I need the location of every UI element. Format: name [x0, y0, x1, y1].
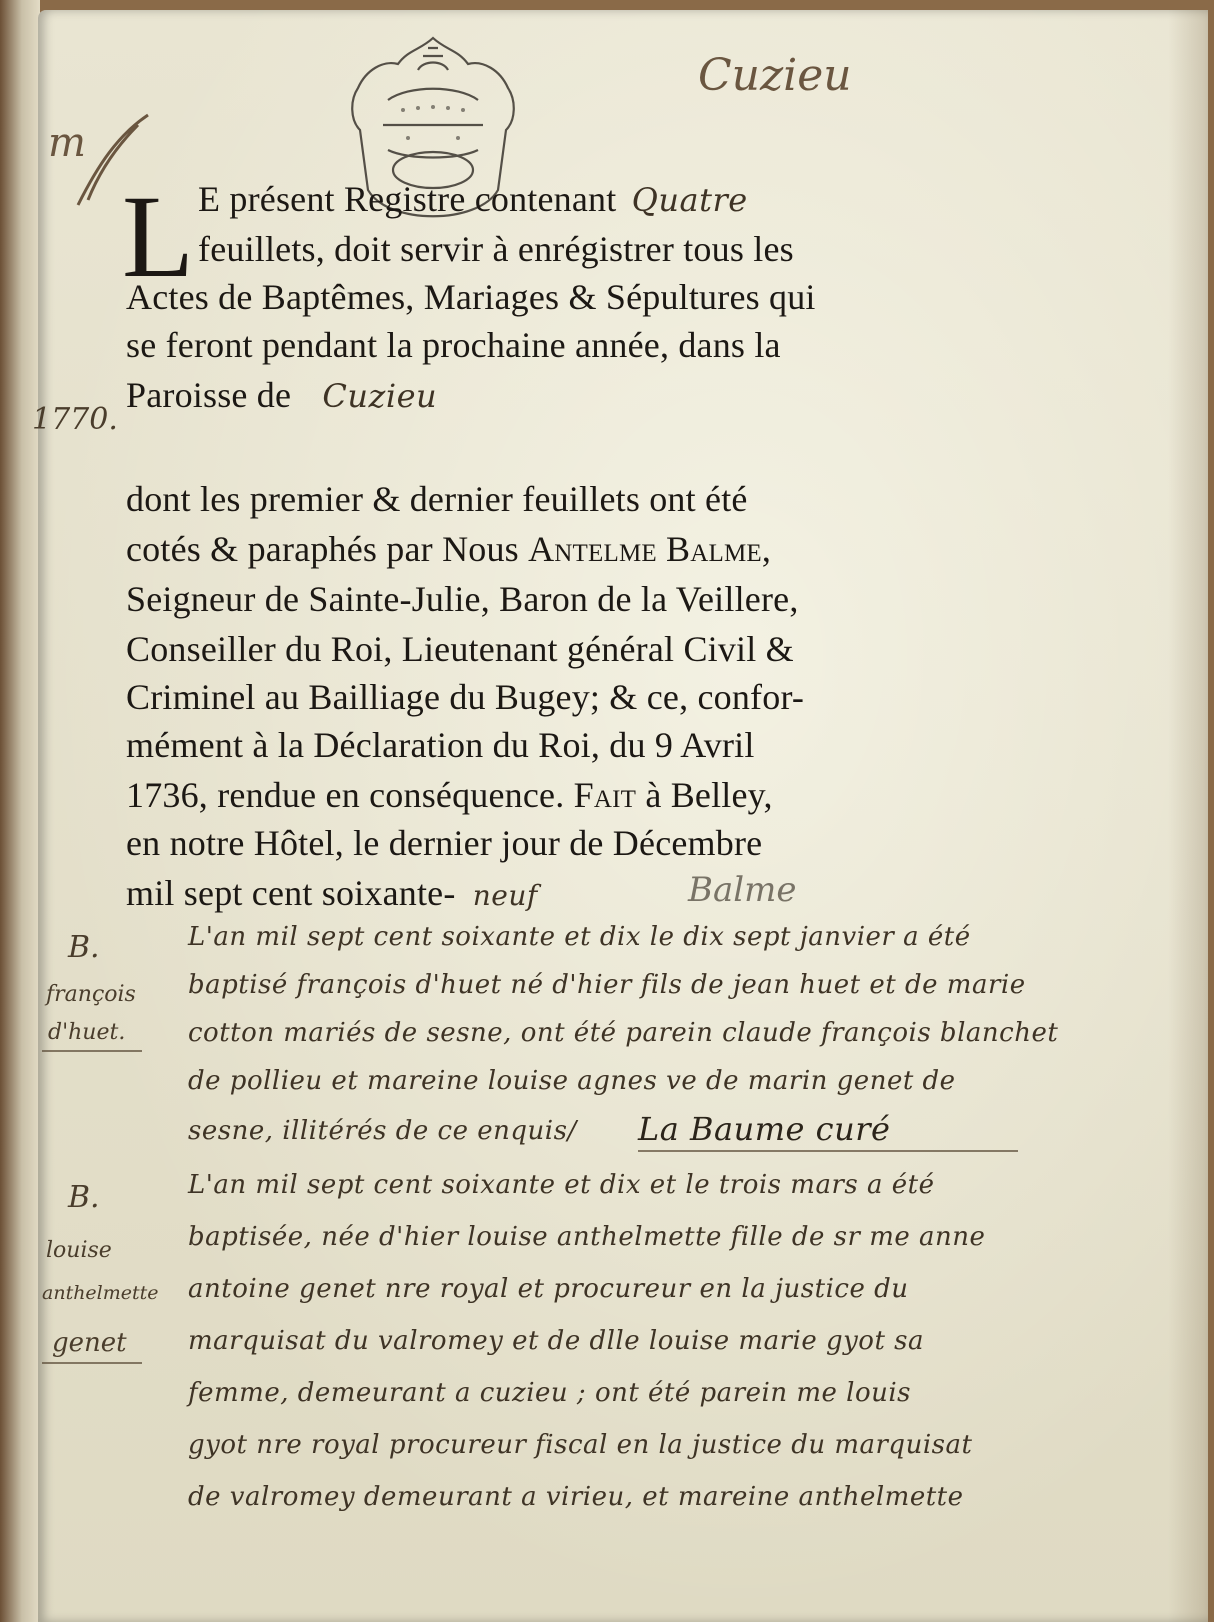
entry2-margin-name2: anthelmette: [42, 1282, 159, 1304]
printed-line-8: Seigneur de Sainte-Julie, Baron de la Veillere,: [126, 579, 799, 619]
entry2-line-4: marquisat du valromey et de dlle louise marie gyot sa: [188, 1326, 925, 1356]
year-margin-note: 1770.: [32, 402, 118, 437]
handwritten-leaf-count: Quatre: [631, 181, 748, 219]
entry2-line-7: de valromey demeurant a virieu, et mareine anthelmette: [188, 1482, 964, 1512]
printed-text: 1736, rendue en conséquence.: [126, 775, 565, 815]
printed-line-12: [126, 774, 773, 816]
official-signature: Balme: [688, 870, 797, 910]
page-edge-shadow: [1168, 10, 1208, 1622]
entry1-line-1: L'an mil sept cent soixante et dix le dix sept janvier a été: [188, 922, 971, 952]
printed-line-4: se feront pendant la prochaine année, dans la: [126, 325, 781, 365]
entry1-signature-rule: [638, 1150, 1018, 1152]
entry1-line-3: cotton mariés de sesne, ont été parein claude françois blanchet: [188, 1018, 1059, 1048]
entry2-line-5: femme, demeurant a cuzieu ; ont été parein me louis: [188, 1378, 912, 1408]
entry1-margin-name1: françois: [46, 982, 136, 1007]
corner-mark-handwritten: m: [48, 120, 86, 166]
printed-line-1: [198, 178, 748, 220]
entry1-line-5: sesne, illitérés de ce enquis/: [188, 1116, 577, 1146]
entry2-margin-name3: genet: [52, 1328, 127, 1358]
entry1-margin-type: B.: [68, 930, 100, 965]
entry2-line-3: antoine genet nre royal et procureur en la justice du: [188, 1274, 909, 1304]
printed-text: E présent Registre contenant: [198, 179, 617, 219]
printed-line-13: en notre Hôtel, le dernier jour de Décembre: [126, 823, 763, 863]
drop-cap-letter: L: [122, 171, 195, 302]
printed-line-7: [126, 528, 771, 570]
printed-line-11: mément à la Déclaration du Roi, du 9 Avril: [126, 725, 755, 765]
place-title-handwritten: Cuzieu: [698, 50, 852, 101]
printed-line-10: Criminel au Bailliage du Bugey; & ce, confor-: [126, 677, 805, 717]
entry1-line-4: de pollieu et mareine louise agnes ve de marin genet de: [188, 1066, 956, 1096]
printed-text: mil sept cent soixante-: [126, 873, 456, 913]
printed-line-14: [126, 872, 538, 914]
printed-line-9: Conseiller du Roi, Lieutenant général Civil &: [126, 629, 794, 669]
printed-text: cotés & paraphés par Nous: [126, 529, 519, 569]
printed-name-smallcaps: Antelme Balme,: [528, 529, 772, 569]
entry1-line-2: baptisé françois d'huet né d'hier fils de jean huet et de marie: [188, 970, 1026, 1000]
printed-line-6: dont les premier & dernier feuillets ont été: [126, 479, 748, 519]
printed-fait-smallcaps: Fait: [573, 775, 637, 815]
printed-line-5: [126, 374, 438, 416]
handwritten-parish-name: Cuzieu: [322, 377, 438, 415]
printed-line-3: Actes de Baptêmes, Mariages & Sépultures qui: [126, 277, 816, 317]
printed-text: Paroisse de: [126, 375, 292, 415]
entry2-margin-underline: [42, 1362, 142, 1364]
entry1-margin-name2: d'huet.: [48, 1020, 126, 1045]
handwritten-year-word: neuf: [472, 879, 538, 912]
entry1-margin-underline: [42, 1050, 142, 1052]
book-spine: [0, 0, 40, 1622]
entry2-line-6: gyot nre royal procureur fiscal en la justice du marquisat: [188, 1430, 973, 1460]
entry2-line-2: baptisée, née d'hier louise anthelmette fille de sr me anne: [188, 1222, 986, 1252]
printed-text: à Belley,: [645, 775, 773, 815]
entry2-line-1: L'an mil sept cent soixante et dix et le trois mars a été: [188, 1170, 935, 1200]
entry2-margin-name1: louise: [46, 1238, 112, 1263]
printed-line-2: feuillets, doit servir à enrégistrer tous les: [198, 229, 794, 269]
entry1-curate-signature: La Baume curé: [638, 1110, 891, 1148]
register-page: [32, 10, 1208, 1622]
entry2-margin-type: B.: [68, 1180, 100, 1215]
